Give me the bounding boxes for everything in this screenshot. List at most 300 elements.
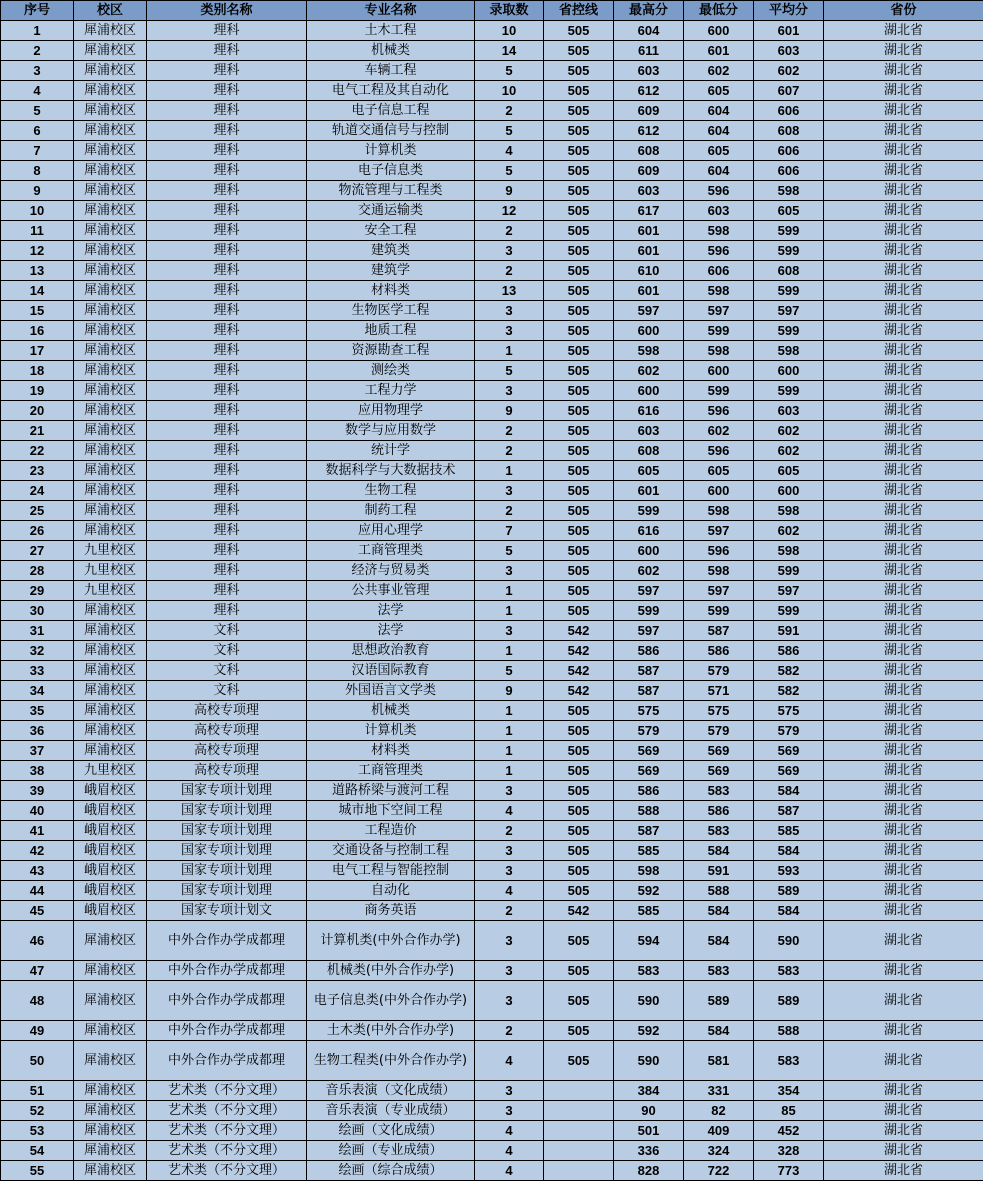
cell-province: 湖北省 [824, 261, 983, 281]
cell-category: 高校专项理 [147, 761, 307, 781]
cell-category: 理科 [147, 381, 307, 401]
table-row [1, 961, 983, 981]
table-row [1, 981, 983, 1021]
cell-avg-score: 586 [754, 641, 824, 661]
table-row [1, 261, 983, 281]
cell-major: 生物工程 [307, 481, 475, 501]
cell-admitted: 3 [475, 381, 544, 401]
cell-max-score: 608 [614, 141, 684, 161]
table-row [1, 901, 983, 921]
table-row [1, 141, 983, 161]
table-row [1, 21, 983, 41]
cell-max-score: 597 [614, 621, 684, 641]
cell-max-score: 601 [614, 481, 684, 501]
cell-control-line: 505 [544, 161, 614, 181]
cell-max-score: 610 [614, 261, 684, 281]
cell-min-score: 605 [684, 81, 754, 101]
cell-control-line [544, 1121, 614, 1141]
cell-control-line: 505 [544, 421, 614, 441]
cell-province: 湖北省 [824, 341, 983, 361]
cell-max-score: 608 [614, 441, 684, 461]
cell-campus: 犀浦校区 [74, 261, 147, 281]
cell-avg-score: 598 [754, 181, 824, 201]
cell-control-line: 505 [544, 601, 614, 621]
table-row [1, 1081, 983, 1101]
cell-control-line: 505 [544, 241, 614, 261]
cell-index: 32 [1, 641, 74, 661]
cell-max-score: 569 [614, 761, 684, 781]
cell-max-score: 828 [614, 1161, 684, 1181]
col-header-avg-score: 平均分 [754, 1, 824, 21]
table-row [1, 121, 983, 141]
col-header-index: 序号 [1, 1, 74, 21]
cell-control-line: 505 [544, 41, 614, 61]
cell-campus: 犀浦校区 [74, 1121, 147, 1141]
cell-province: 湖北省 [824, 241, 983, 261]
cell-admitted: 3 [475, 781, 544, 801]
cell-major: 材料类 [307, 281, 475, 301]
cell-min-score: 599 [684, 321, 754, 341]
cell-category: 艺术类（不分文理） [147, 1161, 307, 1181]
cell-province: 湖北省 [824, 701, 983, 721]
cell-index: 50 [1, 1041, 74, 1081]
cell-admitted: 4 [475, 1141, 544, 1161]
cell-avg-score: 597 [754, 581, 824, 601]
cell-major: 交通运输类 [307, 201, 475, 221]
cell-province: 湖北省 [824, 801, 983, 821]
cell-control-line [544, 1141, 614, 1161]
cell-major: 机械类(中外合作办学) [307, 961, 475, 981]
cell-province: 湖北省 [824, 161, 983, 181]
cell-index: 7 [1, 141, 74, 161]
cell-control-line: 505 [544, 21, 614, 41]
cell-province: 湖北省 [824, 201, 983, 221]
table-row [1, 1161, 983, 1181]
cell-min-score: 598 [684, 561, 754, 581]
cell-control-line: 505 [544, 101, 614, 121]
cell-province: 湖北省 [824, 541, 983, 561]
cell-campus: 犀浦校区 [74, 1141, 147, 1161]
cell-control-line: 505 [544, 781, 614, 801]
cell-avg-score: 600 [754, 361, 824, 381]
cell-min-score: 597 [684, 521, 754, 541]
cell-campus: 犀浦校区 [74, 361, 147, 381]
cell-index: 29 [1, 581, 74, 601]
table-row [1, 641, 983, 661]
cell-admitted: 3 [475, 561, 544, 581]
cell-category: 理科 [147, 321, 307, 341]
cell-admitted: 1 [475, 581, 544, 601]
cell-control-line: 505 [544, 401, 614, 421]
cell-major: 车辆工程 [307, 61, 475, 81]
cell-major: 地质工程 [307, 321, 475, 341]
cell-min-score: 600 [684, 21, 754, 41]
cell-category: 文科 [147, 641, 307, 661]
cell-campus: 犀浦校区 [74, 1161, 147, 1181]
cell-major: 绘画（专业成绩） [307, 1141, 475, 1161]
cell-max-score: 599 [614, 601, 684, 621]
table-row [1, 821, 983, 841]
cell-index: 20 [1, 401, 74, 421]
cell-major: 电气工程与智能控制 [307, 861, 475, 881]
cell-index: 8 [1, 161, 74, 181]
table-row [1, 101, 983, 121]
cell-min-score: 602 [684, 61, 754, 81]
table-row [1, 561, 983, 581]
cell-admitted: 14 [475, 41, 544, 61]
cell-category: 理科 [147, 161, 307, 181]
cell-major: 安全工程 [307, 221, 475, 241]
cell-category: 文科 [147, 681, 307, 701]
cell-admitted: 4 [475, 801, 544, 821]
cell-category: 艺术类（不分文理） [147, 1121, 307, 1141]
table-row [1, 681, 983, 701]
cell-min-score: 584 [684, 1021, 754, 1041]
cell-campus: 犀浦校区 [74, 461, 147, 481]
cell-campus: 犀浦校区 [74, 301, 147, 321]
cell-campus: 犀浦校区 [74, 1041, 147, 1081]
cell-control-line: 505 [544, 861, 614, 881]
cell-campus: 犀浦校区 [74, 1081, 147, 1101]
cell-max-score: 579 [614, 721, 684, 741]
col-header-min-score: 最低分 [684, 1, 754, 21]
cell-major: 商务英语 [307, 901, 475, 921]
cell-major: 轨道交通信号与控制 [307, 121, 475, 141]
table-row [1, 921, 983, 961]
cell-admitted: 4 [475, 141, 544, 161]
cell-control-line: 505 [544, 881, 614, 901]
cell-index: 34 [1, 681, 74, 701]
cell-category: 理科 [147, 281, 307, 301]
cell-avg-score: 354 [754, 1081, 824, 1101]
cell-max-score: 569 [614, 741, 684, 761]
cell-max-score: 597 [614, 301, 684, 321]
cell-major: 音乐表演（文化成绩） [307, 1081, 475, 1101]
cell-min-score: 324 [684, 1141, 754, 1161]
table-row [1, 221, 983, 241]
cell-category: 理科 [147, 141, 307, 161]
cell-index: 46 [1, 921, 74, 961]
cell-avg-score: 591 [754, 621, 824, 641]
table-row [1, 761, 983, 781]
cell-control-line: 505 [544, 521, 614, 541]
cell-control-line: 505 [544, 61, 614, 81]
cell-max-score: 594 [614, 921, 684, 961]
cell-max-score: 587 [614, 681, 684, 701]
cell-category: 理科 [147, 61, 307, 81]
cell-province: 湖北省 [824, 1161, 983, 1181]
table-row [1, 501, 983, 521]
table-row [1, 441, 983, 461]
cell-province: 湖北省 [824, 1101, 983, 1121]
col-header-province: 省份 [824, 1, 983, 21]
cell-max-score: 336 [614, 1141, 684, 1161]
cell-major: 数据科学与大数据技术 [307, 461, 475, 481]
cell-max-score: 585 [614, 901, 684, 921]
cell-max-score: 598 [614, 861, 684, 881]
cell-control-line: 505 [544, 81, 614, 101]
cell-campus: 犀浦校区 [74, 81, 147, 101]
cell-avg-score: 599 [754, 221, 824, 241]
table-row [1, 81, 983, 101]
cell-index: 33 [1, 661, 74, 681]
cell-province: 湖北省 [824, 921, 983, 961]
cell-admitted: 2 [475, 501, 544, 521]
cell-campus: 犀浦校区 [74, 181, 147, 201]
cell-index: 49 [1, 1021, 74, 1041]
cell-major: 城市地下空间工程 [307, 801, 475, 821]
cell-max-score: 590 [614, 981, 684, 1021]
cell-province: 湖北省 [824, 741, 983, 761]
cell-avg-score: 579 [754, 721, 824, 741]
cell-index: 45 [1, 901, 74, 921]
cell-major: 思想政治教育 [307, 641, 475, 661]
col-header-max-score: 最高分 [614, 1, 684, 21]
cell-avg-score: 599 [754, 241, 824, 261]
cell-index: 51 [1, 1081, 74, 1101]
table-header-row [1, 1, 983, 21]
cell-control-line [544, 1081, 614, 1101]
cell-major: 材料类 [307, 741, 475, 761]
cell-admitted: 2 [475, 421, 544, 441]
cell-admitted: 1 [475, 461, 544, 481]
cell-admitted: 5 [475, 661, 544, 681]
cell-control-line: 505 [544, 281, 614, 301]
cell-province: 湖北省 [824, 621, 983, 641]
cell-index: 26 [1, 521, 74, 541]
cell-min-score: 596 [684, 181, 754, 201]
cell-admitted: 2 [475, 261, 544, 281]
cell-index: 9 [1, 181, 74, 201]
cell-index: 21 [1, 421, 74, 441]
cell-category: 理科 [147, 601, 307, 621]
cell-campus: 犀浦校区 [74, 621, 147, 641]
cell-campus: 峨眉校区 [74, 901, 147, 921]
cell-control-line: 505 [544, 1041, 614, 1081]
cell-major: 法学 [307, 601, 475, 621]
cell-campus: 峨眉校区 [74, 881, 147, 901]
table-row [1, 61, 983, 81]
cell-admitted: 5 [475, 61, 544, 81]
cell-index: 19 [1, 381, 74, 401]
cell-campus: 犀浦校区 [74, 681, 147, 701]
cell-max-score: 616 [614, 521, 684, 541]
cell-max-score: 601 [614, 241, 684, 261]
cell-min-score: 596 [684, 401, 754, 421]
cell-index: 6 [1, 121, 74, 141]
cell-control-line: 505 [544, 461, 614, 481]
cell-category: 国家专项计划理 [147, 801, 307, 821]
cell-admitted: 1 [475, 741, 544, 761]
cell-campus: 犀浦校区 [74, 221, 147, 241]
cell-category: 理科 [147, 41, 307, 61]
cell-min-score: 591 [684, 861, 754, 881]
cell-province: 湖北省 [824, 481, 983, 501]
cell-control-line: 505 [544, 141, 614, 161]
cell-index: 16 [1, 321, 74, 341]
table-row [1, 181, 983, 201]
cell-min-score: 596 [684, 541, 754, 561]
cell-campus: 犀浦校区 [74, 481, 147, 501]
cell-major: 工程造价 [307, 821, 475, 841]
table-row [1, 621, 983, 641]
cell-province: 湖北省 [824, 681, 983, 701]
cell-category: 国家专项计划理 [147, 881, 307, 901]
cell-avg-score: 603 [754, 401, 824, 421]
cell-min-score: 601 [684, 41, 754, 61]
cell-admitted: 2 [475, 1021, 544, 1041]
cell-admitted: 1 [475, 341, 544, 361]
cell-max-score: 616 [614, 401, 684, 421]
table-row [1, 1101, 983, 1121]
col-header-control-line: 省控线 [544, 1, 614, 21]
cell-admitted: 3 [475, 981, 544, 1021]
table-row [1, 281, 983, 301]
cell-control-line: 505 [544, 1021, 614, 1041]
cell-campus: 峨眉校区 [74, 781, 147, 801]
cell-index: 40 [1, 801, 74, 821]
cell-major: 法学 [307, 621, 475, 641]
cell-control-line: 505 [544, 701, 614, 721]
cell-max-score: 605 [614, 461, 684, 481]
cell-min-score: 602 [684, 421, 754, 441]
cell-min-score: 569 [684, 761, 754, 781]
cell-avg-score: 602 [754, 61, 824, 81]
cell-min-score: 596 [684, 241, 754, 261]
table-row [1, 601, 983, 621]
cell-index: 13 [1, 261, 74, 281]
cell-max-score: 603 [614, 421, 684, 441]
cell-avg-score: 599 [754, 381, 824, 401]
table-row [1, 701, 983, 721]
cell-province: 湖北省 [824, 761, 983, 781]
cell-category: 理科 [147, 461, 307, 481]
cell-category: 艺术类（不分文理） [147, 1101, 307, 1121]
table-row [1, 661, 983, 681]
cell-avg-score: 607 [754, 81, 824, 101]
cell-campus: 犀浦校区 [74, 441, 147, 461]
cell-major: 交通设备与控制工程 [307, 841, 475, 861]
table-row [1, 421, 983, 441]
cell-min-score: 599 [684, 381, 754, 401]
table-body [1, 21, 983, 1181]
cell-index: 48 [1, 981, 74, 1021]
col-header-major: 专业名称 [307, 1, 475, 21]
cell-max-score: 617 [614, 201, 684, 221]
cell-control-line: 505 [544, 381, 614, 401]
cell-campus: 犀浦校区 [74, 701, 147, 721]
cell-admitted: 2 [475, 101, 544, 121]
cell-max-score: 600 [614, 321, 684, 341]
cell-control-line: 505 [544, 441, 614, 461]
cell-category: 理科 [147, 261, 307, 281]
cell-campus: 犀浦校区 [74, 421, 147, 441]
cell-admitted: 4 [475, 881, 544, 901]
cell-min-score: 589 [684, 981, 754, 1021]
cell-admitted: 3 [475, 321, 544, 341]
cell-max-score: 601 [614, 281, 684, 301]
cell-province: 湖北省 [824, 901, 983, 921]
cell-province: 湖北省 [824, 361, 983, 381]
cell-campus: 犀浦校区 [74, 141, 147, 161]
cell-avg-score: 583 [754, 961, 824, 981]
cell-min-score: 604 [684, 121, 754, 141]
cell-control-line: 542 [544, 621, 614, 641]
cell-index: 12 [1, 241, 74, 261]
cell-admitted: 3 [475, 1081, 544, 1101]
cell-admitted: 1 [475, 701, 544, 721]
cell-max-score: 609 [614, 161, 684, 181]
cell-avg-score: 590 [754, 921, 824, 961]
cell-major: 计算机类 [307, 141, 475, 161]
cell-admitted: 4 [475, 1121, 544, 1141]
cell-category: 理科 [147, 501, 307, 521]
cell-avg-score: 599 [754, 281, 824, 301]
cell-min-score: 600 [684, 361, 754, 381]
cell-major: 生物工程类(中外合作办学) [307, 1041, 475, 1081]
cell-province: 湖北省 [824, 861, 983, 881]
cell-control-line: 505 [544, 721, 614, 741]
cell-max-score: 600 [614, 381, 684, 401]
cell-min-score: 584 [684, 841, 754, 861]
cell-major: 公共事业管理 [307, 581, 475, 601]
cell-avg-score: 608 [754, 261, 824, 281]
cell-admitted: 5 [475, 361, 544, 381]
cell-category: 理科 [147, 181, 307, 201]
cell-min-score: 583 [684, 961, 754, 981]
cell-control-line: 505 [544, 361, 614, 381]
cell-avg-score: 608 [754, 121, 824, 141]
table-row [1, 41, 983, 61]
cell-campus: 犀浦校区 [74, 961, 147, 981]
cell-category: 中外合作办学成都理 [147, 1021, 307, 1041]
cell-province: 湖北省 [824, 1141, 983, 1161]
cell-avg-score: 582 [754, 661, 824, 681]
cell-category: 理科 [147, 341, 307, 361]
cell-province: 湖北省 [824, 381, 983, 401]
cell-index: 55 [1, 1161, 74, 1181]
cell-category: 高校专项理 [147, 741, 307, 761]
cell-province: 湖北省 [824, 561, 983, 581]
cell-avg-score: 602 [754, 521, 824, 541]
table-row [1, 161, 983, 181]
cell-max-score: 585 [614, 841, 684, 861]
cell-admitted: 9 [475, 401, 544, 421]
cell-avg-score: 606 [754, 101, 824, 121]
cell-category: 文科 [147, 661, 307, 681]
cell-control-line: 505 [544, 501, 614, 521]
cell-major: 测绘类 [307, 361, 475, 381]
cell-major: 电气工程及其自动化 [307, 81, 475, 101]
cell-control-line: 505 [544, 181, 614, 201]
cell-category: 理科 [147, 241, 307, 261]
cell-major: 绘画（综合成绩） [307, 1161, 475, 1181]
col-header-category: 类别名称 [147, 1, 307, 21]
table-row [1, 841, 983, 861]
cell-campus: 犀浦校区 [74, 381, 147, 401]
cell-avg-score: 569 [754, 741, 824, 761]
cell-campus: 犀浦校区 [74, 241, 147, 261]
cell-index: 42 [1, 841, 74, 861]
cell-campus: 犀浦校区 [74, 601, 147, 621]
table-row [1, 801, 983, 821]
cell-avg-score: 598 [754, 541, 824, 561]
cell-major: 汉语国际教育 [307, 661, 475, 681]
cell-index: 4 [1, 81, 74, 101]
cell-index: 36 [1, 721, 74, 741]
cell-max-score: 90 [614, 1101, 684, 1121]
cell-index: 23 [1, 461, 74, 481]
